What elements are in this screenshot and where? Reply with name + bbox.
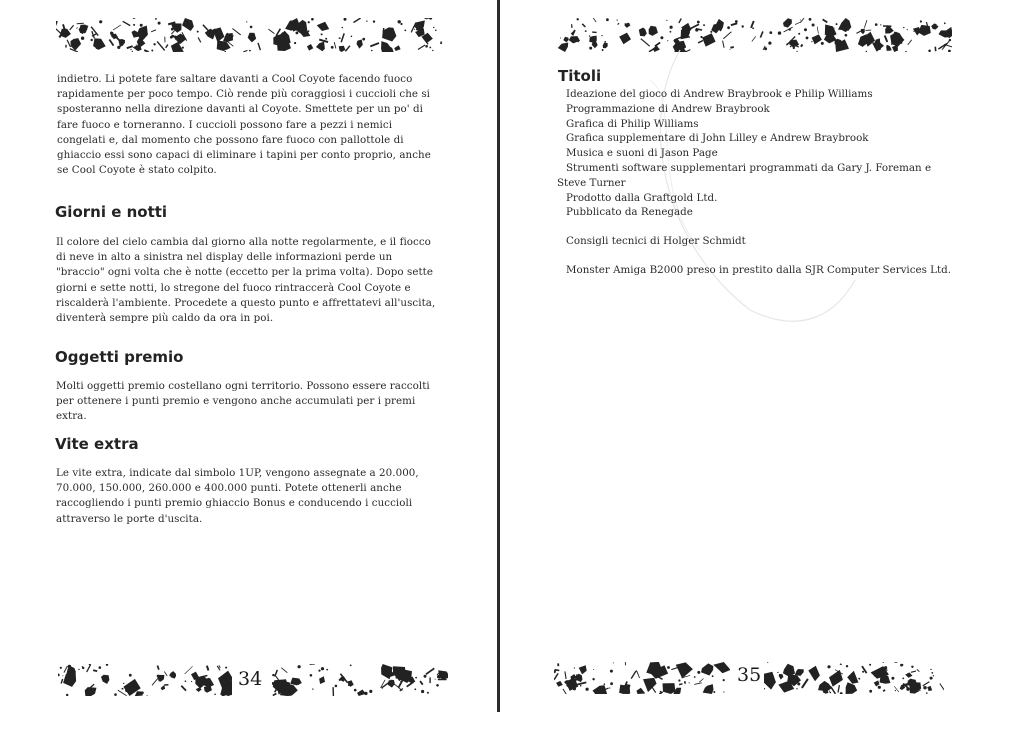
tech-advice-line: Consigli tecnici di Holger Schmidt bbox=[566, 235, 746, 248]
book-spine bbox=[497, 0, 500, 712]
footer-ornament-right-a bbox=[554, 662, 730, 694]
intro-text: indietro. Li potete fare saltare davanti a Cool Coyote facendo fuoco rapidamente per poco tempo. Ciò rende più coraggiosi i cuccioli che si sposteranno nella direzione davanti al Coyote. Smettete per un po' di fare fuoco e torneranno. I cuccioli possono fare a pezzi i nemici congelati e, dal momento che possono fare fuoco con pallottole di ghiaccio essi sono capaci di eliminare i tapini per conto proprio, anche se Cool Coyote è stato colpito. bbox=[57, 73, 431, 177]
hardware-note-line: Monster Amiga B2000 preso in prestito dalla SJR Computer Services Ltd. bbox=[566, 263, 951, 276]
credits-list bbox=[557, 87, 957, 278]
intro-paragraph bbox=[57, 72, 437, 178]
bonus-items-text: Molti oggetti premio costellano ogni territorio. Possono essere raccolti per ottenere i punti premio e vengono anche accumulati per i premi extra. bbox=[56, 380, 430, 423]
header-ornament-left bbox=[56, 18, 446, 52]
credit-line: Grafica di Philip Williams bbox=[566, 117, 699, 130]
credits-heading: Titoli bbox=[558, 67, 602, 85]
credit-line: Steve Turner bbox=[557, 176, 626, 189]
section-heading-bonus-items: Oggetti premio bbox=[55, 348, 184, 366]
credit-line: Musica e suoni di Jason Page bbox=[566, 147, 718, 160]
footer-ornament-right-b bbox=[764, 662, 944, 694]
section-heading-extra-lives: Vite extra bbox=[55, 435, 139, 453]
credit-line: Grafica supplementare di John Lilley e Andrew Braybrook bbox=[566, 132, 869, 145]
credit-line: Ideazione del gioco di Andrew Braybrook e Philip Williams bbox=[566, 88, 873, 100]
credit-line: Prodotto dalla Graftgold Ltd. bbox=[566, 191, 718, 204]
credit-line: Programmazione di Andrew Braybrook bbox=[566, 102, 770, 115]
section-body-days-nights bbox=[56, 235, 444, 326]
section-body-extra-lives bbox=[56, 466, 438, 527]
section-body-bonus-items bbox=[56, 379, 448, 425]
page-number-right: 35 bbox=[737, 664, 762, 686]
extra-lives-text: Le vite extra, indicate dal simbolo 1UP, vengono assegnate a 20.000, 70.000, 150.000, 260.000 e 400.000 punti. Potete ottenerli anche raccogliendo i punti premio ghiaccio Bonus e conducendo i cuccioli attraverso le porte d'uscita. bbox=[56, 467, 419, 525]
days-nights-text: Il colore del cielo cambia dal giorno alla notte regolarmente, e il fiocco di neve in alto a sinistra nel display delle informazioni perde un "braccio" ogni volta che è notte (eccetto per la prima volta). Dopo sette giorni e sette notti, lo stregone del fuoco rintraccerà Cool Coyote e riscalderà l'ambiente. Procedete a questo punto e affrettatevi all'uscita, diventerà sempre più caldo da ora in poi. bbox=[56, 236, 436, 325]
credit-line: Pubblicato da Renegade bbox=[566, 206, 693, 219]
credit-line: Strumenti software supplementari programmati da Gary J. Foreman e bbox=[566, 161, 932, 174]
section-heading-days-nights: Giorni e notti bbox=[55, 203, 168, 221]
page-number-left: 34 bbox=[238, 668, 263, 690]
footer-ornament-left-b bbox=[266, 664, 448, 696]
footer-ornament-left-a bbox=[58, 664, 232, 696]
